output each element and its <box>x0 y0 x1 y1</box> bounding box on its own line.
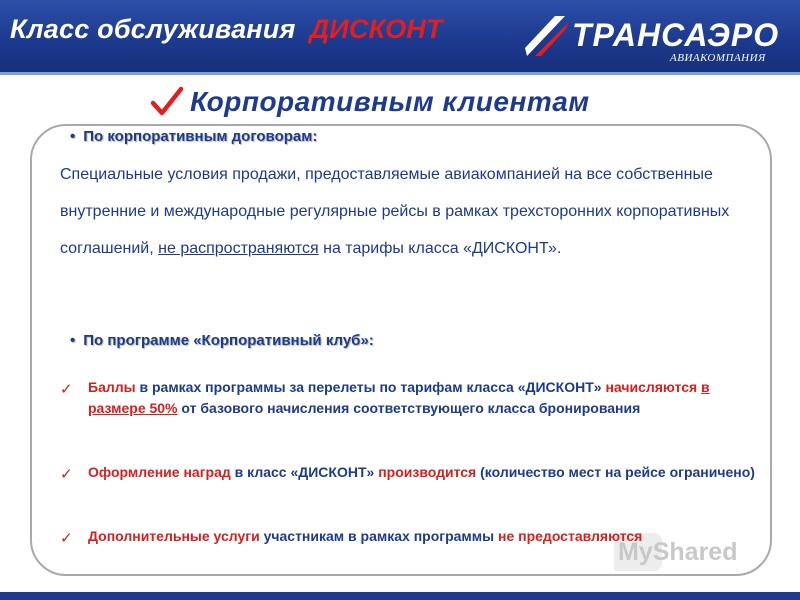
list-item-highlight: в размере 50% <box>88 379 710 416</box>
list-item-text <box>88 462 760 483</box>
list-item-phrase: (количество мест на рейсе ограничено) <box>480 464 755 480</box>
header-underline <box>0 72 800 75</box>
list-item-text <box>88 377 760 419</box>
list-item-text <box>88 526 760 547</box>
footer-bar <box>0 592 800 600</box>
list-item-keyword: Баллы <box>88 379 136 395</box>
header-title-accent: ДИСКОНТ <box>309 14 443 44</box>
header-banner <box>0 0 800 72</box>
list-item-phrase: в рамках программы за перелеты по тарифам класса «ДИСКОНТ» <box>139 379 602 395</box>
check-icon: ✓ <box>60 380 73 398</box>
bullet-icon: • <box>70 128 76 145</box>
watermark: MyShared <box>618 538 738 566</box>
page-title: Корпоративным клиентам <box>190 86 590 117</box>
checkmark-icon <box>150 86 184 118</box>
list-item <box>60 462 760 483</box>
section-heading-text: По корпоративным договорам: <box>83 128 318 145</box>
list-item-keyword: Оформление наград <box>88 464 231 480</box>
airline-logo-wordmark: ТРАНСАЭРО <box>572 17 780 53</box>
list-item-phrase: участникам в рамках программы <box>263 528 495 544</box>
list-item <box>60 377 760 419</box>
corporate-contracts-paragraph <box>60 156 760 267</box>
list-item-keyword: производится <box>378 464 477 480</box>
section-heading-text: По программе «Корпоративный клуб»: <box>83 332 374 349</box>
header-title <box>10 14 443 45</box>
list-item-keyword: не предоставляются <box>498 528 643 544</box>
bullet-icon: • <box>70 332 76 349</box>
list-item-phrase: от базового начисления соответствующего класса бронирования <box>181 400 641 416</box>
header-title-text: Класс обслуживания <box>10 14 296 44</box>
airline-logo-icon <box>525 14 571 58</box>
section-heading-corporate-contracts <box>70 128 317 145</box>
list-item <box>60 526 760 547</box>
paragraph-text-part1: Специальные условия продажи, предоставляемые авиакомпанией на все собственные внутренние и международные регулярные рейсы в рамках трехсторонних корпоративных соглашений, <box>60 166 730 257</box>
check-icon: ✓ <box>60 529 73 547</box>
list-item-phrase: в класс «ДИСКОНТ» <box>234 464 375 480</box>
check-icon: ✓ <box>60 465 73 483</box>
section-heading-corporate-club <box>70 332 374 349</box>
list-item-keyword: начисляются <box>605 379 698 395</box>
list-item-keyword: Дополнительные услуги <box>88 528 260 544</box>
paragraph-underlined-text: не распространяются <box>158 240 319 257</box>
airline-logo-subtitle: АВИАКОМПАНИЯ <box>670 52 766 64</box>
paragraph-text-part2: на тарифы класса «ДИСКОНТ». <box>323 240 562 257</box>
page-title-row <box>150 84 590 120</box>
